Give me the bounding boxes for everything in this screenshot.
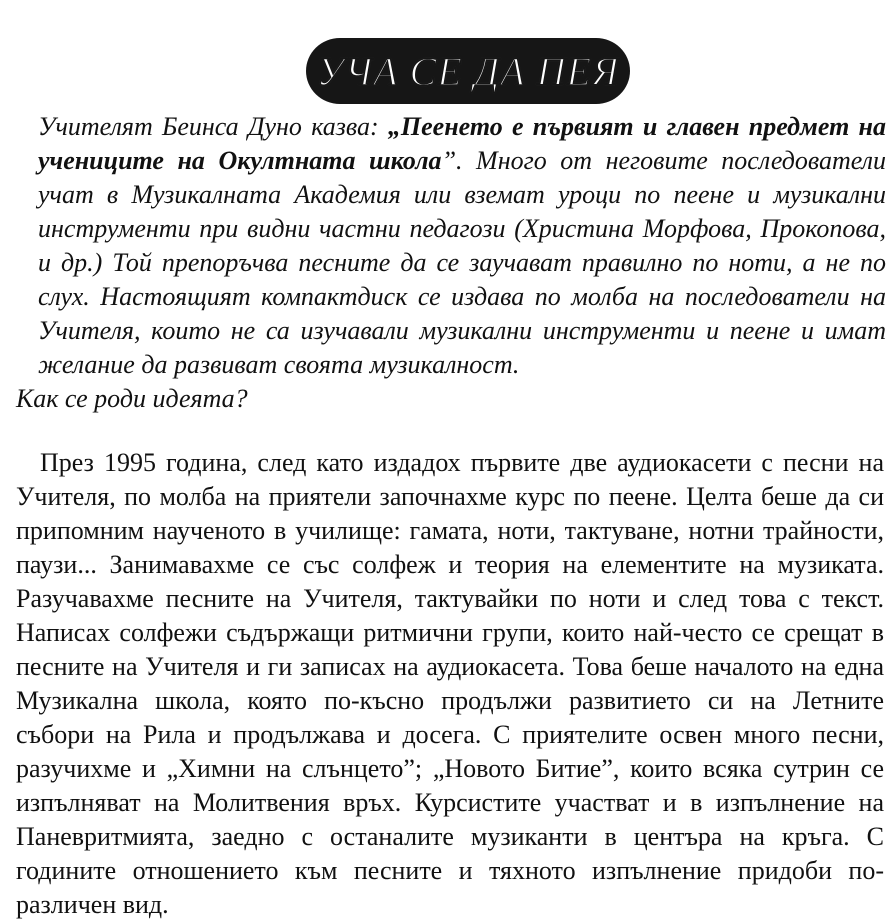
intro-paragraph (16, 110, 886, 416)
body-paragraph (16, 446, 884, 922)
page-title: УЧА СЕ ДА ПЕЯ (316, 48, 620, 94)
intro-text (16, 110, 886, 382)
intro-lead: Учителят Беинса Дуно казва: (38, 112, 388, 141)
intro-quote: „Пеенето е първият и главен предмет на учениците на Окултната школа (38, 112, 886, 175)
intro-after-quote: ”. Много от неговите последователи учат в Музикалната Академия или вземат уроци по пеене и музикални инструменти при видни частни педагози (Христина Морфова, Прокопова, и др.) Той препоръчва песните да се заучават правилно по ноти, а не по слух. Настоящият компактдиск се издава по молба на последователи на Учителя, които не са изучавали музикални инструменти и пеене и имат желание да развиват своята музикалност. (38, 146, 886, 379)
intro-question: Как се роди идеята? (16, 384, 248, 413)
body-text: През 1995 година, след като издадох първите две аудиокасети с песни на Учителя, по молба на приятели започнахме курс по пеене. Целта беше да си припомним наученото в училище: гамата, ноти, тактуване, нотни трайности, паузи... Занимавахме се със солфеж и теория на елементите на музиката. Разучавахме песните на Учителя, тактувайки по ноти и след това с текст. Написах солфежи съдържащи ритмични групи, които най-често се срещат в песните на Учителя и ги записах на аудиокасета. Това беше началото на една Музикална школа, която по-късно продължи развитието си на Летните събори на Рила и продължава и досега. С приятелите освен много песни, разучихме и „Химни на слънцето”; „Новото Битие”, които всяка сутрин се изпълняват на Молитвения връх. Курсистите участват и в изпълнение на Паневритмията, заедно с останалите музиканти в центъра на кръга. С годините отношението към песните и тяхното изпълнение придоби по-различен вид. (16, 448, 884, 919)
title-banner (306, 38, 630, 104)
